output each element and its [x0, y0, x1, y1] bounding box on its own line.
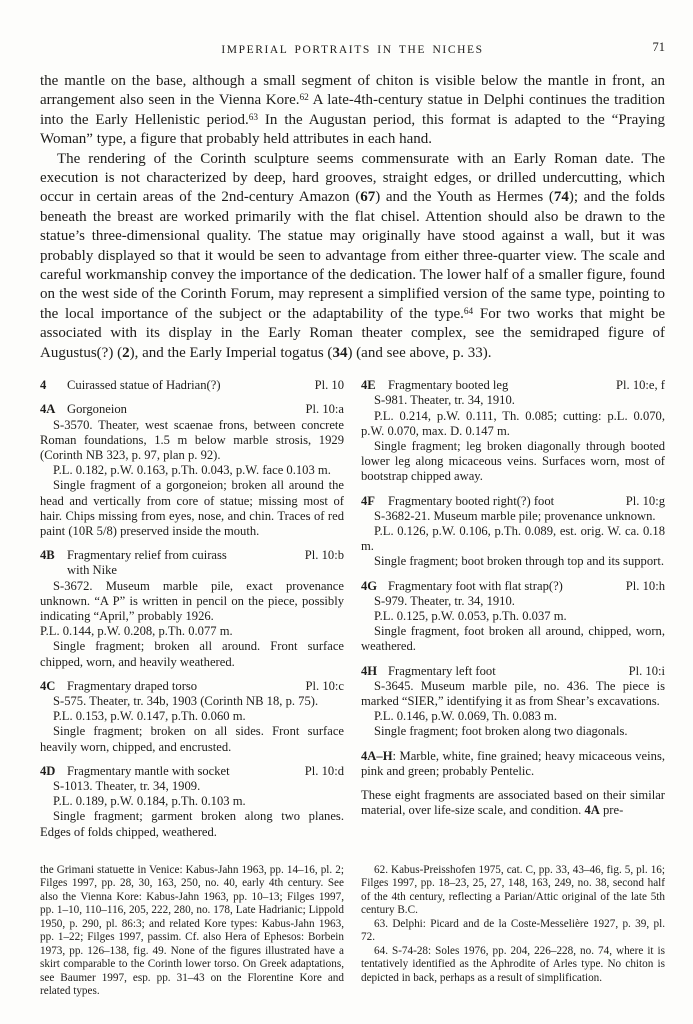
body-text [40, 72, 665, 363]
entry-dimensions: P.L. 0.146, p.W. 0.069, Th. 0.083 m. [374, 709, 557, 724]
entry-plate-ref: Pl. 10:c [305, 678, 344, 693]
footnote-62: 62. Kabus-Preisshofen 1975, cat. C, pp. 33, 43–46, fig. 5, pl. 16; Filges 1997, pp. 18–23, 25, 27, 148, 163, 249, no. 38, second half of the 4th century, reflecting a Parian/Attic original of the late 5th century B.C. [361, 863, 665, 917]
entry-condition: Single fragment; garment broken along two planes. Edges of folds chipped, weathered. [40, 809, 344, 839]
entry-condition: Single fragment; foot broken along two diagonals. [374, 724, 628, 739]
entry-provenance: S-979. Theater, tr. 34, 1910. [374, 593, 515, 608]
entry-plate-ref: Pl. 10:b [304, 548, 344, 563]
catalog-entry-4C [40, 679, 344, 755]
footnote-63: 63. Delphi: Picard and de la Coste-Messelière 1927, p. 39, pl. 72. [361, 917, 665, 944]
entry-condition: Single fragment; broken on all sides. Front surface heavily worn, chipped, and encrusted. [40, 724, 344, 754]
entry-title-line2: with Nike [67, 563, 118, 578]
entry-provenance: S-3682-21. Museum marble pile; provenance unknown. [374, 508, 656, 523]
entry-heading [40, 378, 344, 393]
footnotes-left-column [40, 864, 344, 999]
catalog-entry-4D [40, 764, 344, 840]
entry-dimensions: P.L. 0.153, p.W. 0.147, p.Th. 0.060 m. [53, 709, 246, 724]
entry-heading [40, 402, 344, 417]
body-paragraph-2: The rendering of the Corinth sculpture seems commensurate with an Early Roman date. The execution is not characterized by deep, hard grooves, straight edges, or drilled undercutting, which occur in certain areas of the 2nd-century Amazon (67) and the Youth as Hermes (74); and the folds beneath the breast are worked primarily with the flat chisel. Attention should also be drawn to the statue’s three-dimensional quality. The statue may originally have stood against a wall, but it was probably displayed so that it would be seen to advantage from either three-quarter view. The scale and careful workmanship convey the importance of the dedication. The lower half of a smaller figure, found on the west side of the Corinth Forum, may represent a simplified version of the same type, pointing to the local importance of the subject or the adaptability of the type.$^{64}$ For two works that might be associated with its display in the Early Roman theater complex, see the semidraped figure of Augustus(?) (2), and the Early Imperial togatus (34) (and see above, p. 33). [40, 150, 666, 361]
entry-dimensions: P.L. 0.182, p.W. 0.163, p.Th. 0.043, p.W. face 0.103 m. [53, 463, 331, 478]
footnotes-section [40, 864, 665, 999]
entry-number: 4B [40, 548, 55, 563]
entry-number: 4D [40, 763, 56, 778]
entry-title: Fragmentary draped torso [67, 678, 198, 693]
entry-provenance: S-3645. Museum marble pile, no. 436. The piece is marked “SIER,” identifying it as from Shear’s excavations. [361, 678, 665, 708]
entry-provenance: S-3570. Theater, west scaenae frons, between concrete Roman foundations, 1.5 m below marble strosis, 1929 (Corinth NB 323, p. 97, plan p. 92). [40, 417, 344, 462]
entry-plate-ref: Pl. 10:i [628, 663, 665, 678]
entry-number: 4G [361, 578, 378, 593]
catalog-right-column [361, 378, 665, 818]
entry-number: 4E [361, 378, 376, 393]
catalog-entry-4 [40, 378, 344, 393]
entry-provenance: S-981. Theater, tr. 34, 1910. [374, 393, 515, 408]
entry-title: Fragmentary mantle with socket [67, 763, 230, 778]
entry-title: Fragmentary booted right(?) foot [388, 493, 555, 508]
entry-provenance: S-3672. Museum marble pile, exact provenance unknown. “A P” is written in pencil on the piece, possibly indicating “April,” probably 1926. [40, 578, 344, 623]
entry-dimensions: P.L. 0.214, p.W. 0.111, Th. 0.085; cutting: p.L. 0.070, p.W. 0.070, max. D. 0.147 m. [361, 408, 665, 438]
entry-number: 4 [40, 378, 47, 393]
entry-plate-ref: Pl. 10 [314, 378, 344, 393]
running-head-title: IMPERIAL PORTRAITS IN THE NICHES [221, 44, 484, 56]
entry-heading [361, 579, 665, 594]
entry-condition: Single fragment of a gorgoneion; broken all around the head and vertically from core of statue; missing most of hair. Chips missing from eyes, nose, and chin. Traces of red paint (10R 5/8) preserved inside the mouth. [40, 478, 344, 538]
entry-plate-ref: Pl. 10:h [625, 578, 665, 593]
catalog-entry-4B [40, 548, 344, 670]
entry-dimensions: P.L. 0.126, p.W. 0.106, p.Th. 0.089, est. orig. W. ca. 0.18 m. [361, 523, 665, 554]
entry-dimensions: P.L. 0.189, p.W. 0.184, p.Th. 0.103 m. [53, 794, 246, 809]
entry-plate-ref: Pl. 10:e, f [616, 378, 665, 393]
materials-note: 4A–H: Marble, white, fine grained; heavy micaceous veins, pink and green; probably Pentelic. [361, 748, 665, 778]
entry-provenance: S-1013. Theater, tr. 34, 1909. [53, 778, 201, 793]
entry-number: 4C [40, 678, 56, 693]
entry-title: Fragmentary booted leg [388, 378, 509, 393]
catalog-entry-4A [40, 402, 344, 539]
footnote-64: 64. S-74-28: Soles 1976, pp. 204, 226–228, no. 74, where it is tentatively identified as the Aphrodite of Arles type. No chiton is depicted in back, perhaps as a result of simplification. [361, 944, 665, 984]
entry-heading [361, 664, 665, 679]
footnote-continuation: the Grimani statuette in Venice: Kabus-Jahn 1963, pp. 14–16, pl. 2; Filges 1997, pp. 28, 30, 163, 250, no. 40, early 4th century. See also the Vienna Kore: Kabus-Jahn 1963, pp. 10–13; Filges 1997, pp. 1–10, 110–116, 205, 222, 280, no. 178, Late Hadrianic; Lippold 1950, p. 290, pl. 86:3; and related Kore types: Kabus-Jahn 1963, pp. 1–22; Filges 1997, passim. Cf. also Hera of Ephesos: Borbein 1973, pp. 126–138, fig. 49. None of the figures illustrated have a skirt comparable to the Corinth lower torso. On Greek adaptations, see Baumer 1997, esp. pp. 31–43 on the Florentine Kore and related types. [40, 863, 344, 998]
entry-number: 4H [361, 663, 378, 678]
entry-plate-ref: Pl. 10:g [625, 493, 665, 508]
entry-title: Fragmentary foot with flat strap(?) [388, 578, 563, 593]
entry-title: Fragmentary relief from cuirass with Nike [67, 548, 305, 578]
entry-condition: Single fragment; boot broken through top and its support. [374, 554, 664, 569]
entry-provenance: S-575. Theater, tr. 34b, 1903 (Corinth NB 18, p. 75). [53, 693, 319, 708]
entry-plate-ref: Pl. 10:d [304, 763, 344, 778]
entry-plate-ref: Pl. 10:a [305, 402, 344, 417]
entry-heading [361, 378, 665, 393]
catalog-entry-4H [361, 664, 665, 740]
entry-title: Gorgoneion [67, 402, 127, 417]
entry-heading [40, 548, 344, 578]
entry-number: 4A [40, 402, 56, 417]
catalog-section [40, 378, 665, 849]
catalog-entry-4E [361, 378, 665, 484]
entry-dimensions: P.L. 0.125, p.W. 0.053, p.Th. 0.037 m. [374, 608, 567, 623]
entry-condition: Single fragment; broken all around. Front surface chipped, worn, and heavily weathered. [40, 639, 344, 669]
entry-title: Fragmentary left foot [388, 663, 496, 678]
running-head [40, 40, 665, 56]
catalog-entry-4G [361, 579, 665, 655]
entry-condition: Single fragment, foot broken all around, chipped, worn, weathered. [361, 624, 665, 654]
catalog-closing-paragraph: These eight fragments are associated based on their similar material, over life-size scale, and condition. 4A pre- [361, 787, 665, 818]
entry-heading [361, 494, 665, 509]
body-paragraph-1: the mantle on the base, although a small segment of chiton is visible below the mantle in front, an arrangement also seen in the Vienna Kore.$^{62}$ A late-4th-century statue in Delphi continues the tradition into the Early Hellenistic period.$^{63}$ In the Augustan period, this format is adapted to the “Praying Woman” type, a figure that probably held attributes in each hand. [40, 73, 665, 148]
entry-number: 4F [361, 493, 375, 508]
entry-condition: Single fragment; leg broken diagonally through booted lower leg along micaceous veins. Surfaces worn, most of bootstrap chipped away. [361, 438, 665, 484]
footnotes-right-column [361, 864, 665, 999]
page-number: 71 [652, 40, 665, 54]
entry-heading [40, 764, 344, 779]
entry-title: Cuirassed statue of Hadrian(?) [67, 378, 221, 393]
catalog-entry-4F [361, 494, 665, 570]
entry-dimensions: P.L. 0.144, p.W. 0.208, p.Th. 0.077 m. [40, 624, 233, 639]
catalog-left-column [40, 378, 344, 849]
entry-heading [40, 679, 344, 694]
